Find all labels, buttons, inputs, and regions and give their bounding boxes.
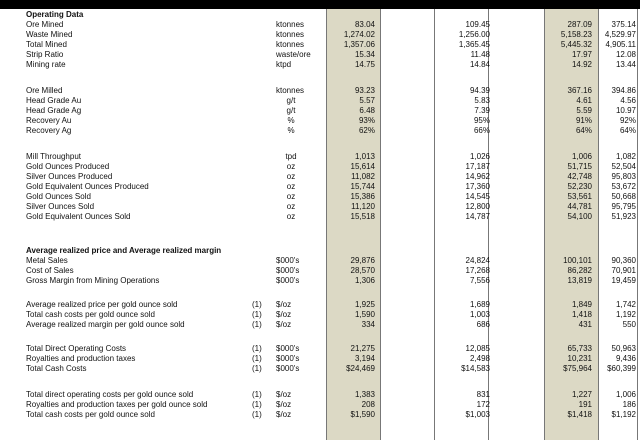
value-cell: 51,923: [611, 212, 636, 221]
value-cell: 64%: [575, 126, 592, 135]
row-label: Silver Ounces Sold: [26, 202, 95, 211]
value-cell: 13,819: [567, 276, 592, 285]
value-cell: 7.39: [474, 106, 490, 115]
value-cell: 5,158.23: [560, 30, 592, 39]
table-row: [0, 344, 640, 353]
value-cell: 93.23: [354, 86, 375, 95]
value-cell: 5.83: [474, 96, 490, 105]
row-label: Total Mined: [26, 40, 67, 49]
unit-label: ktonnes: [276, 20, 305, 29]
unit-label: $000's: [276, 354, 300, 363]
table-row: [0, 320, 640, 329]
value-cell: $1,192: [611, 410, 636, 419]
unit-label: oz: [286, 202, 296, 211]
table-row: [0, 212, 640, 221]
value-cell: 66%: [473, 126, 490, 135]
unit-label: oz: [286, 162, 296, 171]
value-cell: 14,545: [465, 192, 490, 201]
value-cell: 10.97: [615, 106, 636, 115]
value-cell: 21,275: [350, 344, 375, 353]
column-divider: [544, 9, 545, 440]
table-row: [0, 50, 640, 59]
unit-label: $/oz: [276, 310, 292, 319]
value-cell: 13.44: [615, 60, 636, 69]
row-label: Total cash costs per gold ounce sold: [26, 310, 155, 319]
row-label: Head Grade Au: [26, 96, 82, 105]
column-divider: [637, 9, 638, 440]
value-cell: $1,003: [465, 410, 490, 419]
table-row: [0, 390, 640, 399]
footnote-ref: (1): [252, 344, 262, 353]
unit-label: $000's: [276, 344, 300, 353]
table-row: [0, 192, 640, 201]
unit-label: ktpd: [276, 60, 292, 69]
section-title: Operating Data: [26, 10, 84, 19]
unit-label: oz: [286, 212, 296, 221]
row-label: Head Grade Ag: [26, 106, 82, 115]
row-label: Silver Ounces Produced: [26, 172, 113, 181]
table-row: [0, 182, 640, 191]
value-cell: 4,529.97: [604, 30, 636, 39]
table-row: [0, 60, 640, 69]
column-divider: [488, 9, 489, 440]
value-cell: 15,386: [350, 192, 375, 201]
footnote-ref: (1): [252, 354, 262, 363]
value-cell: 1,006: [571, 152, 592, 161]
value-cell: 51,715: [567, 162, 592, 171]
shaded-column-current-quarter: [326, 9, 380, 440]
value-cell: 52,504: [611, 162, 636, 171]
value-cell: 100,101: [563, 256, 592, 265]
value-cell: 1,742: [615, 300, 636, 309]
value-cell: 42,748: [567, 172, 592, 181]
unit-label: ktonnes: [276, 40, 305, 49]
value-cell: 14,787: [465, 212, 490, 221]
row-label: Ore Milled: [26, 86, 63, 95]
row-label: Royalties and production taxes: [26, 354, 136, 363]
value-cell: 367.16: [567, 86, 592, 95]
value-cell: $14,583: [461, 364, 490, 373]
value-cell: 54,100: [567, 212, 592, 221]
value-cell: 10,231: [567, 354, 592, 363]
unit-label: %: [287, 126, 295, 135]
row-label: Ore Mined: [26, 20, 64, 29]
unit-label: $/oz: [276, 300, 292, 309]
value-cell: 12,800: [465, 202, 490, 211]
footnote-ref: (1): [252, 390, 262, 399]
value-cell: 15.34: [354, 50, 375, 59]
section-title: Average realized price and Average realized margin: [26, 246, 222, 255]
value-cell: 109.45: [465, 20, 490, 29]
row-label: Mill Throughput: [26, 152, 81, 161]
unit-label: tpd: [285, 152, 297, 161]
unit-label: %: [287, 116, 295, 125]
value-cell: 53,672: [611, 182, 636, 191]
unit-label: g/t: [286, 96, 296, 105]
value-cell: 186: [622, 400, 636, 409]
table-row: [0, 106, 640, 115]
row-label: Mining rate: [26, 60, 66, 69]
value-cell: 5.59: [576, 106, 592, 115]
table-row: [0, 410, 640, 419]
value-cell: 1,418: [571, 310, 592, 319]
value-cell: 53,561: [567, 192, 592, 201]
value-cell: 1,082: [615, 152, 636, 161]
unit-label: $/oz: [276, 400, 292, 409]
value-cell: 172: [476, 400, 490, 409]
value-cell: 17,187: [465, 162, 490, 171]
table-row: [0, 256, 640, 265]
row-label: Strip Ratio: [26, 50, 64, 59]
table-row: [0, 40, 640, 49]
value-cell: 29,876: [350, 256, 375, 265]
value-cell: $75,964: [563, 364, 592, 373]
value-cell: 3,194: [354, 354, 375, 363]
row-label: Gross Margin from Mining Operations: [26, 276, 160, 285]
value-cell: 52,230: [567, 182, 592, 191]
value-cell: 90,360: [611, 256, 636, 265]
table-row: [0, 276, 640, 285]
value-cell: 6.48: [359, 106, 375, 115]
row-label: Total cash costs per gold ounce sold: [26, 410, 155, 419]
value-cell: 1,003: [469, 310, 490, 319]
value-cell: 70,901: [611, 266, 636, 275]
table-row: [0, 310, 640, 319]
section-header-row: [0, 10, 640, 19]
footnote-ref: (1): [252, 310, 262, 319]
value-cell: 11,082: [351, 172, 375, 181]
unit-label: ktonnes: [276, 30, 305, 39]
column-divider: [598, 9, 599, 440]
shaded-column-current-year: [544, 9, 598, 440]
value-cell: 1,227: [571, 390, 592, 399]
value-cell: 95,795: [611, 202, 636, 211]
value-cell: 1,274.02: [343, 30, 375, 39]
table-row: [0, 202, 640, 211]
table-row: [0, 86, 640, 95]
unit-label: oz: [286, 172, 296, 181]
value-cell: 15,614: [350, 162, 375, 171]
value-cell: 17.97: [571, 50, 592, 59]
value-cell: $60,399: [607, 364, 636, 373]
column-divider: [434, 9, 435, 440]
value-cell: 1,357.06: [343, 40, 375, 49]
value-cell: 191: [578, 400, 592, 409]
row-label: Metal Sales: [26, 256, 68, 265]
table-row: [0, 116, 640, 125]
row-label: Recovery Au: [26, 116, 72, 125]
value-cell: 91%: [575, 116, 592, 125]
value-cell: 5.57: [359, 96, 375, 105]
value-cell: 4,905.11: [605, 40, 636, 49]
value-cell: 4.61: [576, 96, 592, 105]
unit-label: oz: [286, 182, 296, 191]
value-cell: 287.09: [567, 20, 592, 29]
value-cell: 5,445.32: [560, 40, 592, 49]
row-label: Average realized margin per gold ounce sold: [26, 320, 185, 329]
value-cell: 15,518: [350, 212, 375, 221]
header-bar: [0, 0, 640, 9]
value-cell: 62%: [358, 126, 375, 135]
value-cell: 1,256.00: [458, 30, 490, 39]
value-cell: 4.56: [620, 96, 636, 105]
column-divider: [326, 9, 327, 440]
value-cell: 12,085: [465, 344, 490, 353]
table-row: [0, 300, 640, 309]
value-cell: 24,824: [465, 256, 490, 265]
value-cell: 92%: [619, 116, 636, 125]
value-cell: 95%: [473, 116, 490, 125]
row-label: Gold Ounces Produced: [26, 162, 110, 171]
value-cell: 11.48: [470, 50, 490, 59]
value-cell: 50,668: [611, 192, 636, 201]
unit-label: $/oz: [276, 320, 292, 329]
table-row: [0, 96, 640, 105]
value-cell: 14.84: [469, 60, 490, 69]
unit-label: oz: [286, 192, 296, 201]
value-cell: 93%: [358, 116, 375, 125]
value-cell: 14.75: [354, 60, 375, 69]
table-row: [0, 162, 640, 171]
value-cell: 1,013: [354, 152, 375, 161]
value-cell: 1,365.45: [458, 40, 490, 49]
value-cell: $1,590: [350, 410, 375, 419]
value-cell: 394.86: [611, 86, 636, 95]
unit-label: $/oz: [276, 390, 292, 399]
unit-label: waste/ore: [276, 50, 311, 59]
value-cell: 208: [361, 400, 375, 409]
value-cell: 17,360: [465, 182, 490, 191]
value-cell: 11,120: [351, 202, 375, 211]
value-cell: 375.14: [611, 20, 636, 29]
value-cell: 1,006: [615, 390, 636, 399]
table-row: [0, 30, 640, 39]
row-label: Gold Ounces Sold: [26, 192, 91, 201]
value-cell: 2,498: [469, 354, 490, 363]
row-label: Royalties and production taxes per gold ounce sold: [26, 400, 208, 409]
row-label: Gold Equivalent Ounces Produced: [26, 182, 149, 191]
value-cell: 28,570: [350, 266, 375, 275]
value-cell: 550: [622, 320, 636, 329]
value-cell: 65,733: [567, 344, 592, 353]
value-cell: 14,962: [465, 172, 490, 181]
unit-label: $000's: [276, 256, 300, 265]
value-cell: $1,418: [567, 410, 592, 419]
value-cell: 1,590: [354, 310, 375, 319]
footnote-ref: (1): [252, 364, 262, 373]
row-label: Average realized price per gold ounce sold: [26, 300, 178, 309]
value-cell: 44,781: [567, 202, 592, 211]
value-cell: 64%: [619, 126, 636, 135]
footnote-ref: (1): [252, 320, 262, 329]
value-cell: 83.04: [354, 20, 375, 29]
value-cell: 95,803: [611, 172, 636, 181]
row-label: Recovery Ag: [26, 126, 72, 135]
column-divider: [380, 9, 381, 440]
table-row: [0, 354, 640, 363]
unit-label: $000's: [276, 364, 300, 373]
table-row: [0, 172, 640, 181]
footnote-ref: (1): [252, 300, 262, 309]
table-row: [0, 152, 640, 161]
row-label: Total direct operating costs per gold ounce sold: [26, 390, 194, 399]
value-cell: 1,306: [354, 276, 375, 285]
unit-label: g/t: [286, 106, 296, 115]
table-row: [0, 400, 640, 409]
table-row: [0, 266, 640, 275]
unit-label: $000's: [276, 266, 300, 275]
value-cell: 1,026: [469, 152, 490, 161]
value-cell: 14.92: [571, 60, 592, 69]
table-row: [0, 126, 640, 135]
section-header-row: [0, 246, 640, 255]
row-label: Total Cash Costs: [26, 364, 87, 373]
value-cell: 1,689: [469, 300, 490, 309]
value-cell: 94.39: [469, 86, 490, 95]
value-cell: 1,849: [571, 300, 592, 309]
value-cell: 686: [476, 320, 490, 329]
value-cell: 15,744: [350, 182, 375, 191]
row-label: Cost of Sales: [26, 266, 74, 275]
value-cell: 12.08: [615, 50, 636, 59]
footnote-ref: (1): [252, 400, 262, 409]
value-cell: $24,469: [346, 364, 375, 373]
footnote-ref: (1): [252, 410, 262, 419]
value-cell: 431: [578, 320, 592, 329]
unit-label: $/oz: [276, 410, 292, 419]
unit-label: ktonnes: [276, 86, 305, 95]
row-label: Total Direct Operating Costs: [26, 344, 127, 353]
value-cell: 19,459: [611, 276, 636, 285]
row-label: Gold Equivalent Ounces Sold: [26, 212, 131, 221]
table-row: [0, 20, 640, 29]
unit-label: $000's: [276, 276, 300, 285]
value-cell: 7,556: [469, 276, 490, 285]
value-cell: 9,436: [615, 354, 636, 363]
value-cell: 1,383: [354, 390, 375, 399]
row-label: Waste Mined: [26, 30, 73, 39]
value-cell: 17,268: [465, 266, 490, 275]
value-cell: 50,963: [611, 344, 636, 353]
value-cell: 831: [476, 390, 490, 399]
table-row: [0, 364, 640, 373]
value-cell: 1,925: [354, 300, 375, 309]
value-cell: 86,282: [567, 266, 592, 275]
value-cell: 1,192: [615, 310, 636, 319]
value-cell: 334: [361, 320, 375, 329]
